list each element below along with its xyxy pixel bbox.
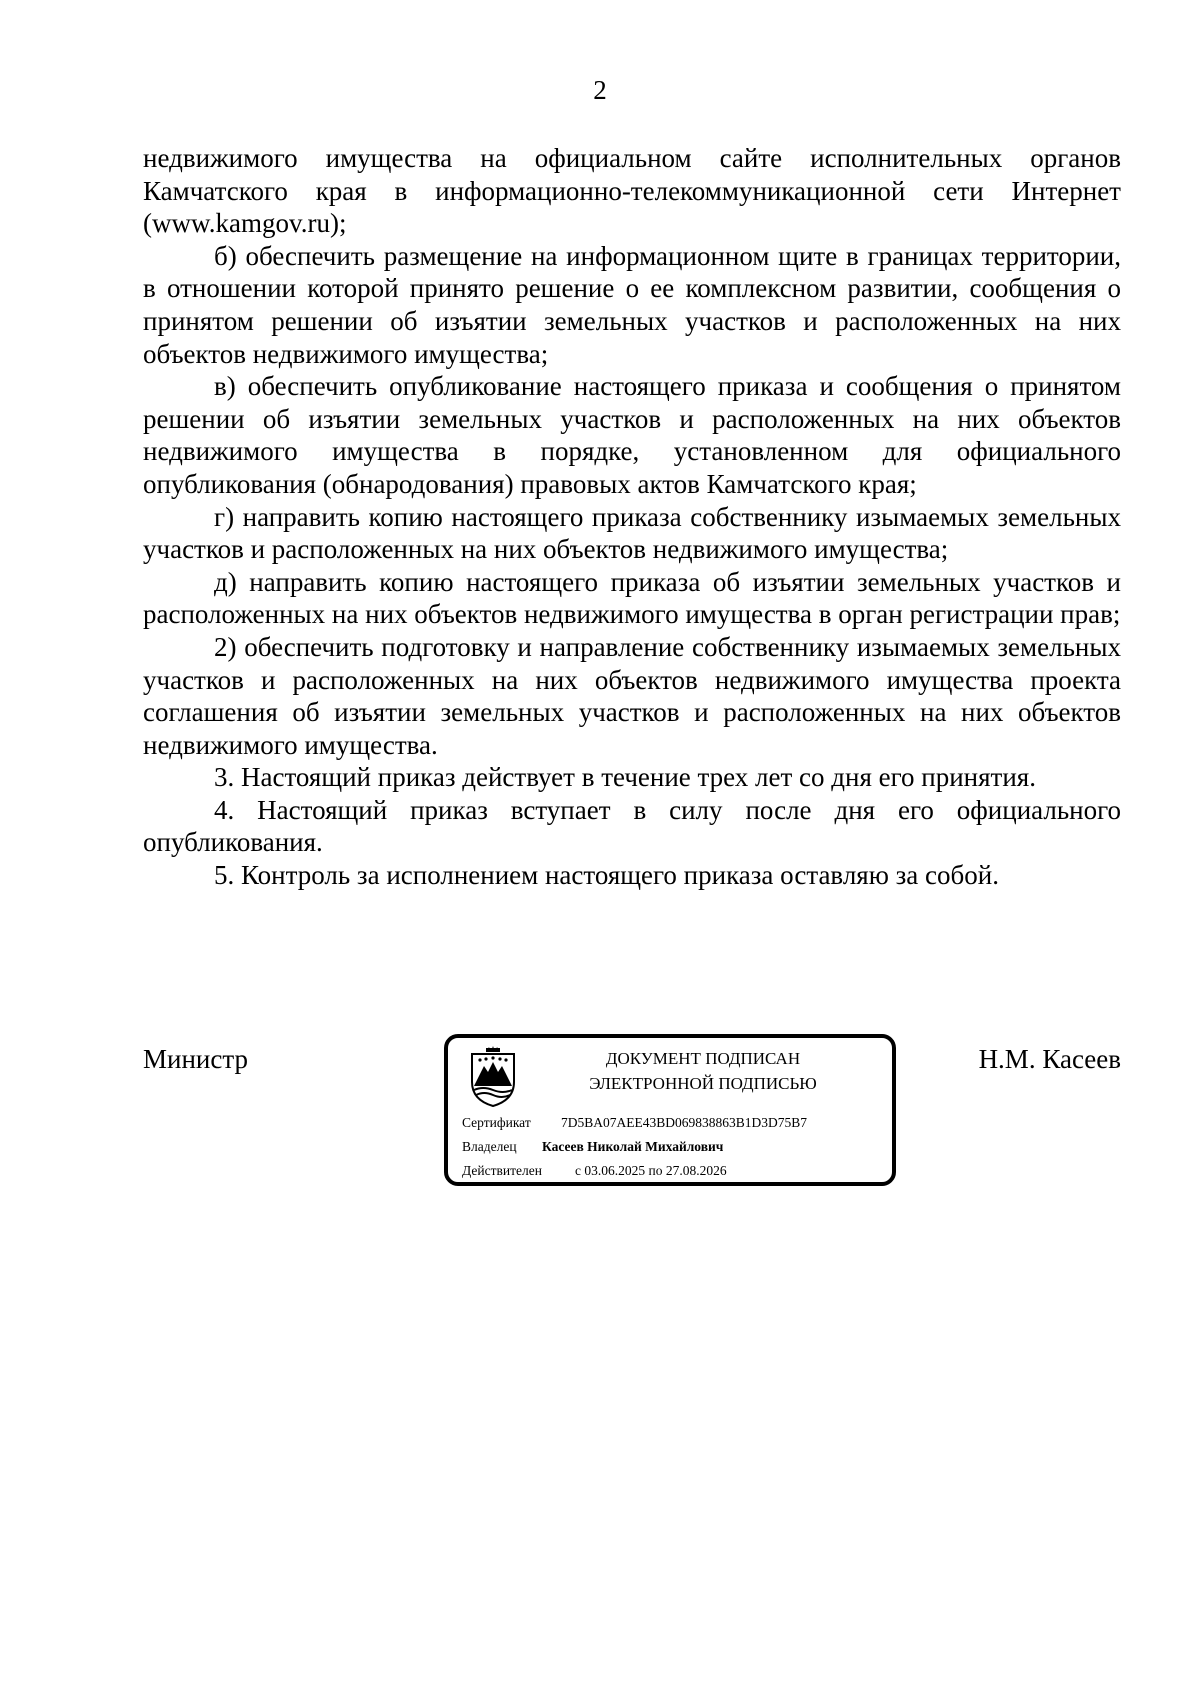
validity-label: Действителен: [462, 1163, 542, 1178]
owner-label: Владелец: [462, 1139, 517, 1154]
stamp-validity-row: [462, 1162, 727, 1180]
paragraph: г) направить копию настоящего приказа собственнику изымаемых земельных участков и расположенных на них объектов недвижимого имущества;: [143, 501, 1121, 565]
signer-position: Министр: [143, 1044, 248, 1074]
certificate-value: 7D5BA07AEE43BD069838863B1D3D75B7: [561, 1115, 808, 1130]
paragraph: недвижимого имущества на официальном сайте исполнительных органов Камчатского края в информационно-телекоммуникационной сети Интернет (www.kamgov.ru);: [143, 143, 1121, 239]
stamp-heading: [528, 1046, 878, 1096]
owner-value: Касеев Николай Михайлович: [542, 1139, 724, 1154]
paragraph: 4. Настоящий приказ вступает в силу после дня его официального опубликования.: [143, 794, 1121, 858]
signature-block: [143, 1034, 1121, 1194]
stamp-owner-row: [462, 1138, 723, 1156]
kamchatka-coat-of-arms-icon: [462, 1046, 524, 1108]
stamp-heading-line: ЭЛЕКТРОННОЙ ПОДПИСЬЮ: [589, 1074, 817, 1093]
stamp-certificate-row: [462, 1114, 807, 1132]
signer-name: Н.М. Касеев: [978, 1044, 1121, 1074]
validity-value: с 03.06.2025 по 27.08.2026: [575, 1163, 727, 1178]
paragraph: в) обеспечить опубликование настоящего приказа и сообщения о принятом решении об изъятии земельных участков и расположенных на них объектов недвижимого имущества в порядке, установленном для официального опубликования (обнародования) правовых актов Камчатского края;: [143, 371, 1121, 499]
paragraph: 3. Настоящий приказ действует в течение трех лет со дня его принятия.: [214, 762, 1036, 793]
electronic-signature-stamp: [444, 1034, 896, 1186]
paragraph: б) обеспечить размещение на информационном щите в границах территории, в отношении которой принято решение о ее комплексном развитии, сообщения о принятом решении об изъятии земельных участков и расположенных на них объектов недвижимого имущества;: [143, 240, 1121, 369]
page-number: 2: [593, 75, 607, 105]
paragraph: 5. Контроль за исполнением настоящего приказа оставляю за собой.: [214, 860, 999, 891]
document-body: [143, 142, 1121, 892]
certificate-label: Сертификат: [462, 1115, 531, 1130]
paragraph: д) направить копию настоящего приказа об изъятии земельных участков и расположенных на них объектов недвижимого имущества в орган регистрации прав;: [143, 566, 1121, 630]
stamp-heading-line: ДОКУМЕНТ ПОДПИСАН: [605, 1049, 801, 1068]
paragraph: 2) обеспечить подготовку и направление собственнику изымаемых земельных участков и расположенных на них объектов недвижимого имущества проекта соглашения об изъятии земельных участков и расположенных на них объектов недвижимого имущества.: [143, 631, 1121, 760]
